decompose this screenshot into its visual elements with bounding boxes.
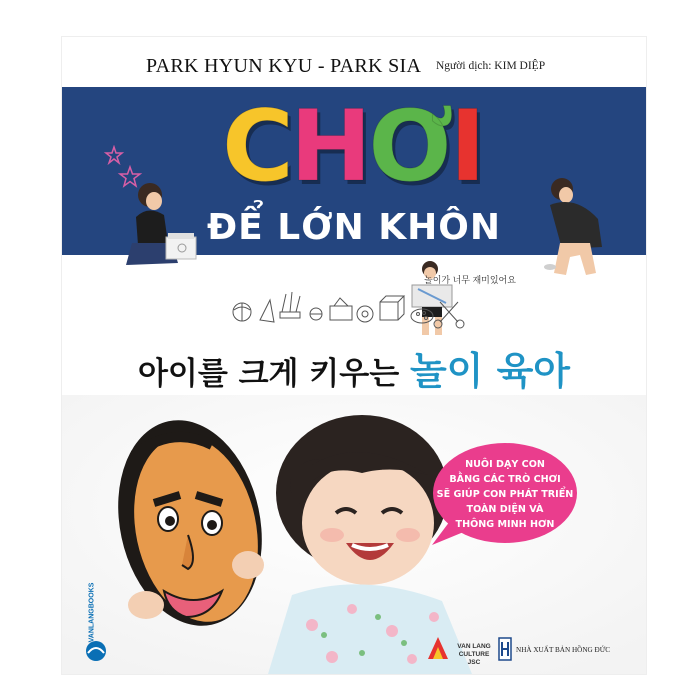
vanlang-culture-logo-icon [424, 633, 452, 663]
bubble-line: BẰNG CÁC TRÒ CHƠI [449, 474, 561, 485]
child-playing-box-illustration [112, 177, 212, 277]
korean-title-accent: 놀이 육아 [409, 349, 570, 393]
title-letter: Ơ [367, 90, 454, 204]
translator: Người dịch: KIM DIỆP [436, 60, 546, 72]
title-letter: H [289, 90, 372, 204]
bubble-text [434, 457, 576, 532]
child-crouching-illustration [532, 177, 622, 277]
bubble-line: THÔNG MINH HƠN [455, 519, 555, 530]
bubble-line: SẼ GIÚP CON PHÁT TRIỂN [436, 489, 574, 500]
title-letter: C [221, 90, 294, 204]
speech-caption: 놀이가 너무 재미있어요 [424, 275, 516, 285]
side-brand-text: VANLANGBOOKS [88, 582, 96, 643]
korean-title-part: 아이를 크게 키우는 [137, 356, 410, 392]
publisher-name: NHÀ XUẤT BẢN HỒNG ĐỨC [516, 646, 611, 654]
bubble-line: TOÀN DIỆN VÀ [466, 504, 544, 515]
korean-title [62, 340, 646, 395]
book-cover [62, 37, 646, 674]
toy-doodles-icon [230, 282, 468, 332]
vanlangbooks-logo-icon [82, 555, 110, 665]
authors: PARK HYUN KYU - PARK SIA [146, 55, 422, 77]
title-letter: I [449, 90, 487, 204]
bubble-line: NUÔI DẠY CON [465, 459, 545, 470]
publisher-brand: VAN LANG CULTURE JSC [457, 643, 491, 666]
subtitle: ĐỂ LỚN KHÔN [206, 207, 502, 248]
hong-duc-logo-icon [498, 637, 512, 661]
